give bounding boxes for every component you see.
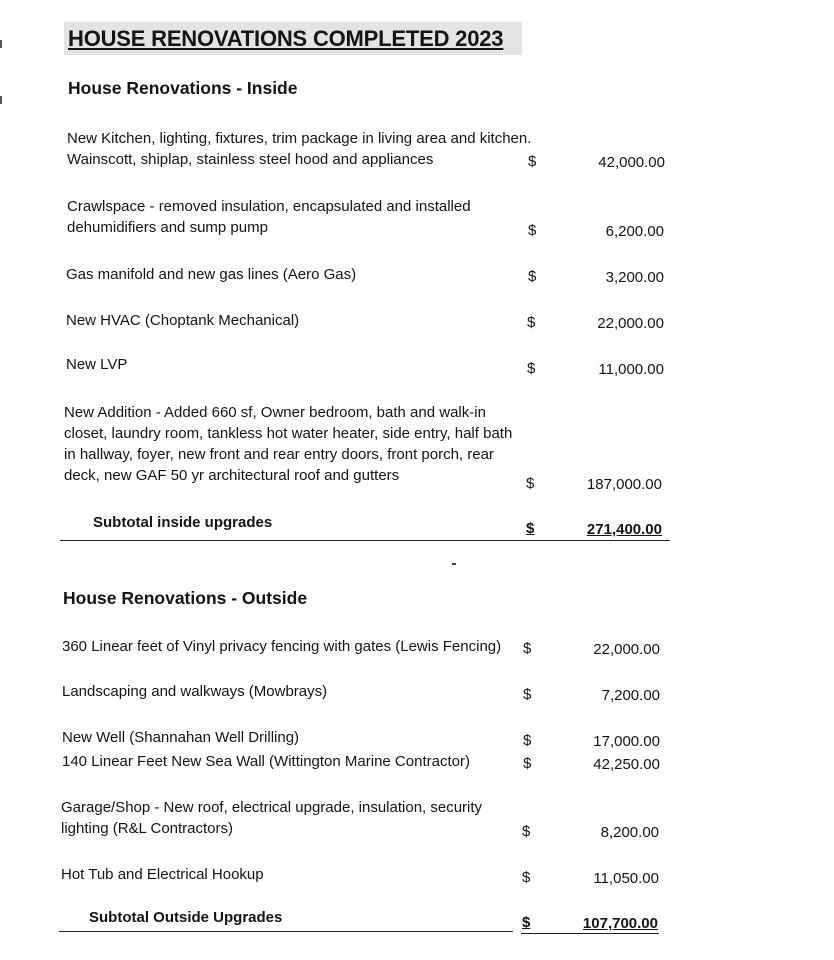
description-line: New LVP <box>66 356 128 373</box>
description-line: Wainscott, shiplap, stainless steel hood and appliances <box>67 151 434 168</box>
description-line: New Addition - Added 660 sf, Owner bedroom, bath and walk-in <box>64 404 486 421</box>
inside-item-1-amount: 42,000.00 <box>598 154 665 171</box>
outside-item-4-description <box>62 751 470 772</box>
outside-item-3-amount: 17,000.00 <box>593 733 660 750</box>
currency-symbol: $ <box>522 914 531 931</box>
inside-item-2-amount: 6,200.00 <box>605 223 664 240</box>
inside-subtotal-amount: 271,400.00 <box>586 521 662 538</box>
currency-symbol: $ <box>522 823 531 840</box>
inside-item-3-amount: 3,200.00 <box>605 269 664 286</box>
currency-symbol: $ <box>523 686 532 703</box>
outside-item-2-amount: 7,200.00 <box>601 687 660 704</box>
inside-section-heading: House Renovations - Inside <box>68 78 298 98</box>
inside-item-5-description <box>66 354 127 375</box>
inside-subtotal-label: Subtotal inside upgrades <box>93 514 273 531</box>
inside-item-6-description <box>64 402 512 486</box>
inside-item-1-description <box>67 128 531 170</box>
currency-symbol: $ <box>526 520 535 537</box>
outside-subtotal-amount: 107,700.00 <box>582 915 658 932</box>
scan-edge-mark <box>0 96 2 104</box>
outside-item-1-description <box>62 636 501 657</box>
document-title: HOUSE RENOVATIONS COMPLETED 2023 <box>68 26 504 51</box>
description-line: New Well (Shannahan Well Drilling) <box>62 729 300 746</box>
inside-item-3-description <box>66 264 356 285</box>
subtotal-rule <box>59 931 513 932</box>
description-line: New HVAC (Choptank Mechanical) <box>66 312 300 329</box>
scan-edge-mark <box>0 40 2 48</box>
currency-symbol: $ <box>528 268 537 285</box>
currency-symbol: $ <box>522 869 531 886</box>
outside-item-6-description <box>61 864 264 885</box>
outside-item-4-amount: 42,250.00 <box>593 756 660 773</box>
description-line: Landscaping and walkways (Mowbrays) <box>62 683 328 700</box>
inside-item-6-amount: 187,000.00 <box>586 476 662 493</box>
description-line: lighting (R&L Contractors) <box>61 820 234 837</box>
description-line: Crawlspace - removed insulation, encapsulated and installed <box>67 198 471 215</box>
outside-subtotal-label: Subtotal Outside Upgrades <box>89 909 283 926</box>
outside-item-3-description <box>62 727 299 748</box>
currency-symbol: $ <box>526 475 535 492</box>
description-line: deck, new GAF 50 yr architectural roof and gutters <box>64 467 400 484</box>
description-line: New Kitchen, lighting, fixtures, trim package in living area and kitchen. <box>67 130 532 147</box>
outside-item-5-description <box>61 797 482 839</box>
currency-symbol: $ <box>523 755 532 772</box>
description-line: dehumidifiers and sump pump <box>67 219 268 236</box>
scan-speck <box>452 563 456 565</box>
description-line: Gas manifold and new gas lines (Aero Gas) <box>66 266 357 283</box>
currency-symbol: $ <box>528 222 537 239</box>
inside-item-5-amount: 11,000.00 <box>598 361 664 378</box>
description-line: 140 Linear Feet New Sea Wall (Wittington Marine Contractor) <box>62 753 470 770</box>
outside-item-6-amount: 11,050.00 <box>593 870 659 887</box>
currency-symbol: $ <box>527 314 536 331</box>
inside-item-4-amount: 22,000.00 <box>597 315 664 332</box>
outside-item-1-amount: 22,000.00 <box>593 641 660 658</box>
inside-item-2-description <box>67 196 471 238</box>
subtotal-amount-rule <box>521 933 659 934</box>
inside-item-4-description <box>66 310 299 331</box>
description-line: Hot Tub and Electrical Hookup <box>61 866 264 883</box>
description-line: Garage/Shop - New roof, electrical upgrade, insulation, security <box>61 799 483 816</box>
description-line: in hallway, foyer, new front and rear entry doors, front porch, rear <box>64 446 494 463</box>
outside-item-5-amount: 8,200.00 <box>600 824 659 841</box>
currency-symbol: $ <box>527 360 536 377</box>
outside-item-2-description <box>62 681 327 702</box>
outside-section-heading: House Renovations - Outside <box>63 588 308 608</box>
currency-symbol: $ <box>523 640 532 657</box>
section-divider <box>60 540 670 541</box>
currency-symbol: $ <box>523 732 532 749</box>
description-line: 360 Linear feet of Vinyl privacy fencing with gates (Lewis Fencing) <box>62 638 502 655</box>
currency-symbol: $ <box>528 153 537 170</box>
description-line: closet, laundry room, tankless hot water heater, side entry, half bath <box>64 425 513 442</box>
